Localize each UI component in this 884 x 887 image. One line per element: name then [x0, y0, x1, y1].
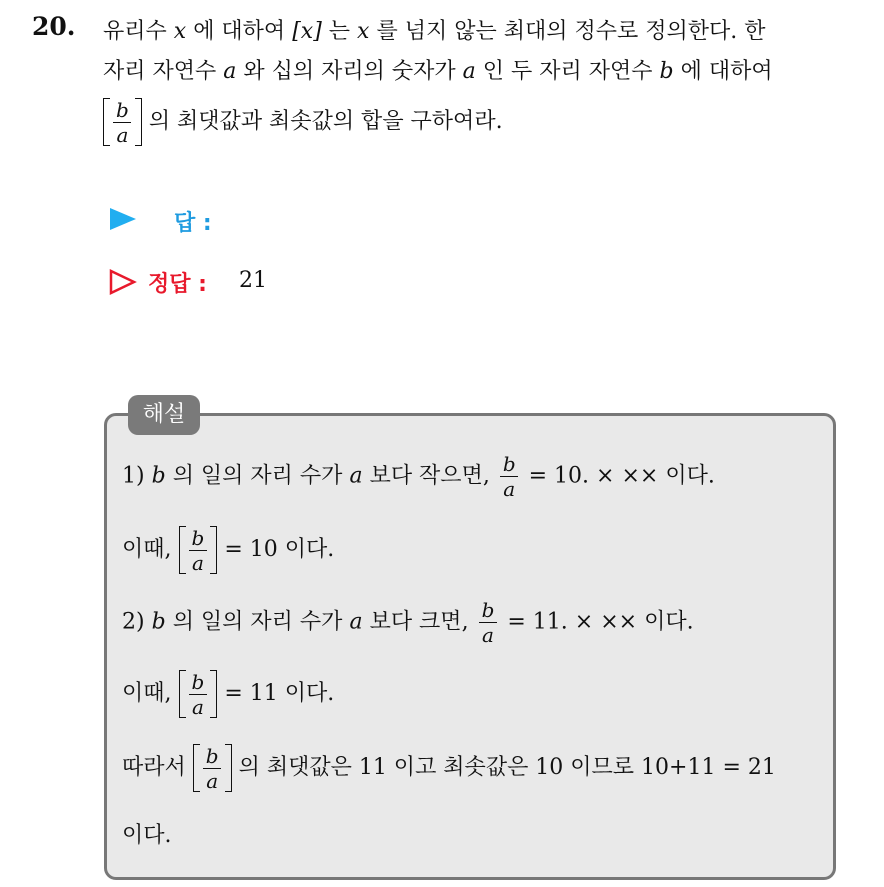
answer-label: 답 : [174, 211, 212, 236]
correct-answer-label: 정답 : [148, 272, 207, 297]
problem-line-2: 자리 자연수 a 와 십의 자리의 숫자가 a 인 두 자리 자연수 b 에 대하여 [103, 59, 773, 84]
solution-line-3: 2) b 의 일의 자리 수가 a 보다 크면, $\frac{b}{a}$ = 11. × ×× 이다. [122, 598, 694, 647]
problem-number: 20. [32, 12, 76, 41]
solution-line-1: 1) b 의 일의 자리 수가 a 보다 작으면, $\frac{b}{a}$ = 10. × ×× 이다. [122, 452, 715, 501]
solution-line-4: 이때, b a = 11 이다. [122, 669, 335, 719]
solution-line-2: 이때, b a = 10 이다. [122, 525, 335, 575]
correct-answer-value: 21 [239, 268, 267, 293]
floor-fraction: b a [103, 98, 142, 146]
solution-line-6: 이다. [122, 823, 172, 848]
answer-triangle-icon [110, 208, 136, 230]
problem-line-3: b a 의 최댓값과 최솟값의 합을 구하여라. [103, 98, 503, 146]
problem-line-1: 유리수 x 에 대하여 [x] 는 x 를 넘지 않는 최대의 정수로 정의한다. 한 [103, 19, 766, 44]
solution-tag: 해설 [128, 395, 200, 435]
correct-triangle-icon [109, 269, 137, 295]
solution-line-5: 따라서 b a 의 최댓값은 11 이고 최솟값은 10 이므로 10+11 = 21 [122, 743, 776, 793]
